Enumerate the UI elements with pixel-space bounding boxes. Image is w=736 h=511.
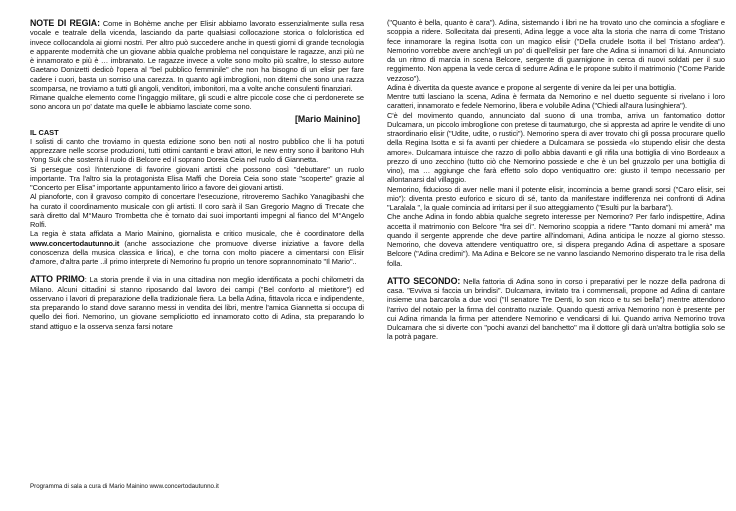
- synopsis-paragraph-3: Mentre tutti lasciano la scena, Adina è fermata da Nemorino e nel duetto seguente si rivelano i loro caratteri, innamorato e fedele Nemorino, libera e volubile Adina ("Chiedi all'aura lusinghiera").: [387, 92, 725, 111]
- cast-paragraph-1: I solisti di canto che troviamo in questa edizione sono ben noti al nostro pubblico che li ha potuti apprezzare nelle scorse produzioni, tutti ottimi cantanti e bravi attori, le new entry sono il baritono Huh Yong Suk che sosterrà il ruolo di Belcore ed il soprano Doreia Ceia nel ruolo di Giannetta.: [30, 136, 364, 165]
- cast-paragraph-2: Si persegue così l'intenzione di favorire giovani artisti che possono così "debuttare" un ruolo importante. Tra l'altro sia la protagonista Elisa Maffi che Doreia Ceia sono state "scoperte" grazie al "Concerto per Elisa" importante appuntamento lirico a favore dei giovani artisti.: [30, 164, 364, 192]
- act-two-body: Nella fattoria di Adina sono in corso i preparativi per le nozze della padrona di casa. "Evviva si faccia un brindisi". Dulcamara, invitato tra i commensali, propone ad Adina di cantare insieme una barcarola a due voci ("Il senatore Tre Denti, lo son ricco e tu sei bella") mentre attendono l'arrivo del notaio per la firma del contratto nuziale. Quando questi arriva Nemorino non è presente per cui Adina rimanda la firma per attendere Nemorino e vendicarsi di lui. Quando arriva Nemorino trova Dulcamara che si diverte con "pochi avanzi del banchetto" ma il dottore gli darà un'altra bottiglia solo se la potrà pagare.: [387, 276, 725, 342]
- cast-paragraph-3: Al pianoforte, con il gravoso compito di concertare l'esecuzione, ritroveremo Sachiko Yanagibashi che ha curato il coordinamento musicale con gli artisti. Il coro sarà il San Gregorio Magno di Trecate che sarà diretto dal M°Mauro Trombetta che è tornato dai suoi importanti impegni al fianco del M°Angelo Rolfi.: [30, 192, 364, 229]
- notes-heading: NOTE DI REGIA: [30, 18, 98, 28]
- signature: [Mario Mainino]: [295, 113, 360, 124]
- website-link[interactable]: www.concertodautunno.it: [30, 238, 120, 248]
- cast-heading: IL CAST: [30, 127, 59, 137]
- cast-paragraph-4: [30, 229, 364, 266]
- cast-paragraph-4a: La regia è stata affidata a Mario Mainino, giornalista e critico musicale, che è coordinatore della: [30, 229, 364, 239]
- notes-heading-colon: :: [97, 18, 100, 28]
- synopsis-paragraph-4: C'è del movimento quando, annunciato dal suono di una tromba, arriva un fantomatico dottor Dulcamara, un piccolo imbroglione con pretese di taumaturgo, che si appresta ad aprire le vendite di uno straordinario elisir ("Udite, udite, o rustici"). Nemorino spera di aver trovato chi gli possa procurare quello della Regina Isotta e si fa avanti per chiedere a Dulcamara se possieda «lo stupendo elisir che desta amore». Dulcamara intuisce che razzo di pollo abbia davanti e gli rifila una bottiglia di vino Bordeaux a prezzo di uno zecchino (tutto ciò che Nemorino possiede e che è un bel gruzzolo per una bottiglia di vino), ma … aggiunge che farà effetto solo dopo ventiquattro ore: giusto il tempo necessario per allontanarsi dal villaggio.: [387, 110, 725, 185]
- notes-body: Come in Bohème anche per Elisir abbiamo lavorato essenzialmente sulla resa vocale e teatrale della vicenda, lasciando da parte qualsiasi collocazione storica o folcloristica ed invece collocandola ai giorni nostri. Per altro può succedere anche in questi giorni di grande tecnologia e apparente modernità che un giovane abbia qualche problema nel conquistare le ragazze, anzi più ne è innamorato e più è … imbranato. Le ragazze invece a volte sono molto più scaltre, lo stesso autore Gaetano Donizetti dedicò l'opera al "bel pubblico femminile" che non ha bisogno di un elisir per fare cadere i cuori, basta un sorriso una carezza. In quanto agli imbroglioni, non ditemi che sono una razza scomparsa, ne troviamo a tutti gli angoli, venditori, imbonitori, ma a volte anche consulenti finanziari.: [30, 19, 364, 93]
- footer-credit: Programma di sala a cura di Mario Mainino www.concertodautunno.it: [30, 483, 219, 490]
- act-two-heading: ATTO SECONDO:: [387, 275, 461, 286]
- synopsis-paragraph-5: Nemorino, fiducioso di aver nelle mani il potente elisir, incomincia a berne grandi sorsi ("Caro elisir, sei mio"): diventa presto euforico e sicuro di sé, tanto da manifestare indifferenza nei confronti di Adina "Laralala ", la quale comincia ad irritarsi per il suo atteggiamento ("Esulti pur la barbara").: [387, 184, 725, 212]
- act-two-paragraph: [387, 277, 725, 342]
- notes-body-2: Rimane qualche elemento come l'ingaggio militare, gli scudi e altre piccole cose che ci perdonerete se sono ancora un po' datate ma quelle le abbiamo lasciate come sono.: [30, 93, 364, 112]
- right-column: [387, 18, 725, 496]
- director-notes: [30, 18, 364, 93]
- synopsis-paragraph-2: Adina è divertita da queste avance e propone al sergente di venire da lei per una bottiglia.: [387, 82, 677, 92]
- left-column: [30, 18, 364, 496]
- act-one-body: : La storia prende il via in una cittadina non meglio identificata a pochi chilometri da Milano. Alcuni cittadini si stanno riposando dal lavoro dei campi ("Bel conforto al mietitore") ed osservano i lavori di preparazione della tradizionale fiera. La bella Adina, fittavola ricca e indipendente, sta preparando lo stand dove saranno messi in vendita dei libri, mentre l'amica Giannetta si occupa di quello dei fiori. Nemorino, un giovane sempliciotto ed innamorato cotto di Adina, sta preparando lo stand attiguo e la osserva senza farsi notare: [30, 275, 364, 331]
- act-one-paragraph: [30, 275, 364, 331]
- synopsis-paragraph-6: Che anche Adina in fondo abbia qualche segreto interesse per Nemorino? Per farlo indispettire, Adina accetta il matrimonio con Belcore "fra sei dì". Nemorino scoppia a ridere "Tanto domani mi amerà" ma quando il sergente apprende che deve partire all'indomani, Adina anticipa le nozze al giorno stesso. Nemorino, che doveva attendere ventiquattro ore, si dispera pregando Adina di aspettare a sposare Belcore ("Adina credimi"). Ma Adina e Belcore se ne vanno lasciando Nemorino disperato tra le risa della folla.: [387, 212, 725, 268]
- act-one-heading: ATTO PRIMO: [30, 274, 85, 285]
- cast-paragraph-4b: (anche associazione che promuove diverse iniziative a favore della conoscenza della musica classica e lirica), e che torna con molto piacere a cimentarsi con Elisir d'amore, d'altra parte ..il primo interprete di Nemorino fu proprio un tenore soprannominato "Il Mario"..: [30, 238, 364, 266]
- synopsis-paragraph-1: ("Quanto è bella, quanto è cara"). Adina, sistemando i libri ne ha trovato uno che comincia a sfogliare e scoppia a ridere. Sollecitata dai presenti, Adina legge a voce alta la storia che narra di come Tristano fece innamorare la regina Isotta con un magico elisir ("Della crudele Isotta il bel Tristano ardea"). Nemorino vorrebbe avere anch'egli un po' di quell'elisir per fare che Adina si innamori di lui. Annunciato da un ritmo di marcia in scena Belcore, sergente di guarnigione in cerca di nuovi soldati per il suo reggimento. Non appena la vede cerca di sedurre Adina e le propone subito il matrimonio ("Come Paride vezzoso").: [387, 18, 725, 83]
